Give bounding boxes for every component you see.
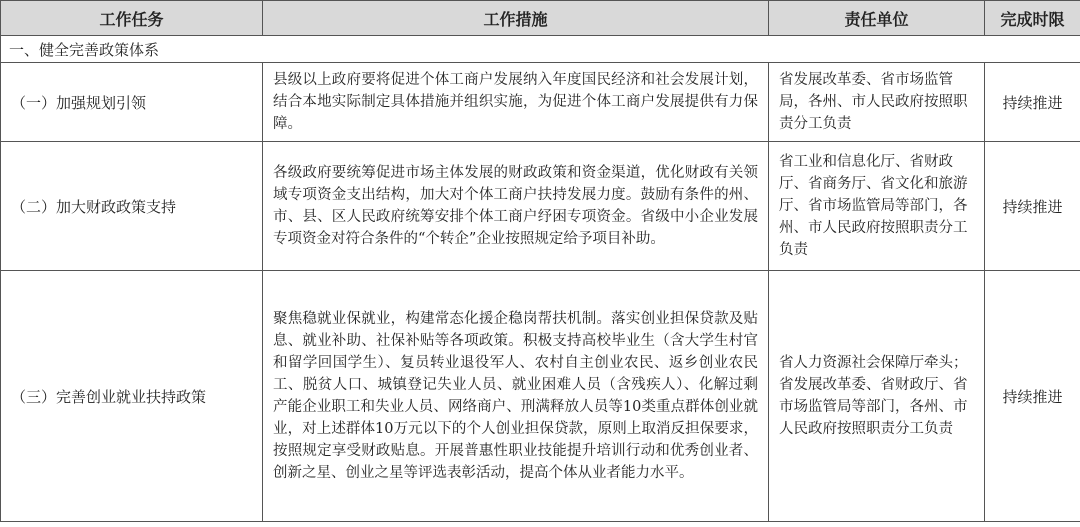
table-row [1,63,1080,142]
task-cell: （三）完善创业就业扶持政策 [1,271,263,522]
time-cell: 持续推进 [985,271,1080,522]
task-cell: （二）加大财政政策支持 [1,142,263,271]
header-time: 完成时限 [985,1,1080,36]
header-task: 工作任务 [1,1,263,36]
measure-cell: 县级以上政府要将促进个体工商户发展纳入年度国民经济和社会发展计划，结合本地实际制定具体措施并组织实施，为促进个体工商户发展提供有力保障。 [263,63,769,142]
section-title: 一、健全完善政策体系 [1,36,1080,63]
measure-cell: 各级政府要统筹促进市场主体发展的财政政策和资金渠道，优化财政有关领域专项资金支出结构，加大对个体工商户扶持发展力度。鼓励有条件的州、市、县、区人民政府统筹安排个体工商户纾困专项资金。省级中小企业发展专项资金对符合条件的“个转企”企业按照规定给予项目补助。 [263,142,769,271]
unit-cell: 省工业和信息化厅、省财政厅、省商务厅、省文化和旅游厅、省市场监管局等部门，各州、市人民政府按照职责分工负责 [769,142,985,271]
section-row [1,36,1080,63]
time-cell: 持续推进 [985,63,1080,142]
header-row [1,1,1080,36]
measure-cell: 聚焦稳就业保就业，构建常态化援企稳岗帮扶机制。落实创业担保贷款及贴息、就业补助、社保补贴等各项政策。积极支持高校毕业生（含大学生村官和留学回国学生）、复员转业退役军人、农村自主创业农民、返乡创业农民工、脱贫人口、城镇登记失业人员、就业困难人员（含残疾人）、化解过剩产能企业职工和失业人员、网络商户、刑满释放人员等10类重点群体创业就业，对上述群体10万元以下的个人创业担保贷款，原则上取消反担保要求，按照规定享受财政贴息。开展普惠性职业技能提升培训行动和优秀创业者、创新之星、创业之星等评选表彰活动，提高个体从业者能力水平。 [263,271,769,522]
table-row [1,271,1080,522]
table-row [1,142,1080,271]
header-unit: 责任单位 [769,1,985,36]
header-measure: 工作措施 [263,1,769,36]
task-cell: （一）加强规划引领 [1,63,263,142]
unit-cell: 省发展改革委、省市场监管局，各州、市人民政府按照职责分工负责 [769,63,985,142]
time-cell: 持续推进 [985,142,1080,271]
unit-cell: 省人力资源社会保障厅牵头；省发展改革委、省财政厅、省市场监管局等部门，各州、市人民政府按照职责分工负责 [769,271,985,522]
